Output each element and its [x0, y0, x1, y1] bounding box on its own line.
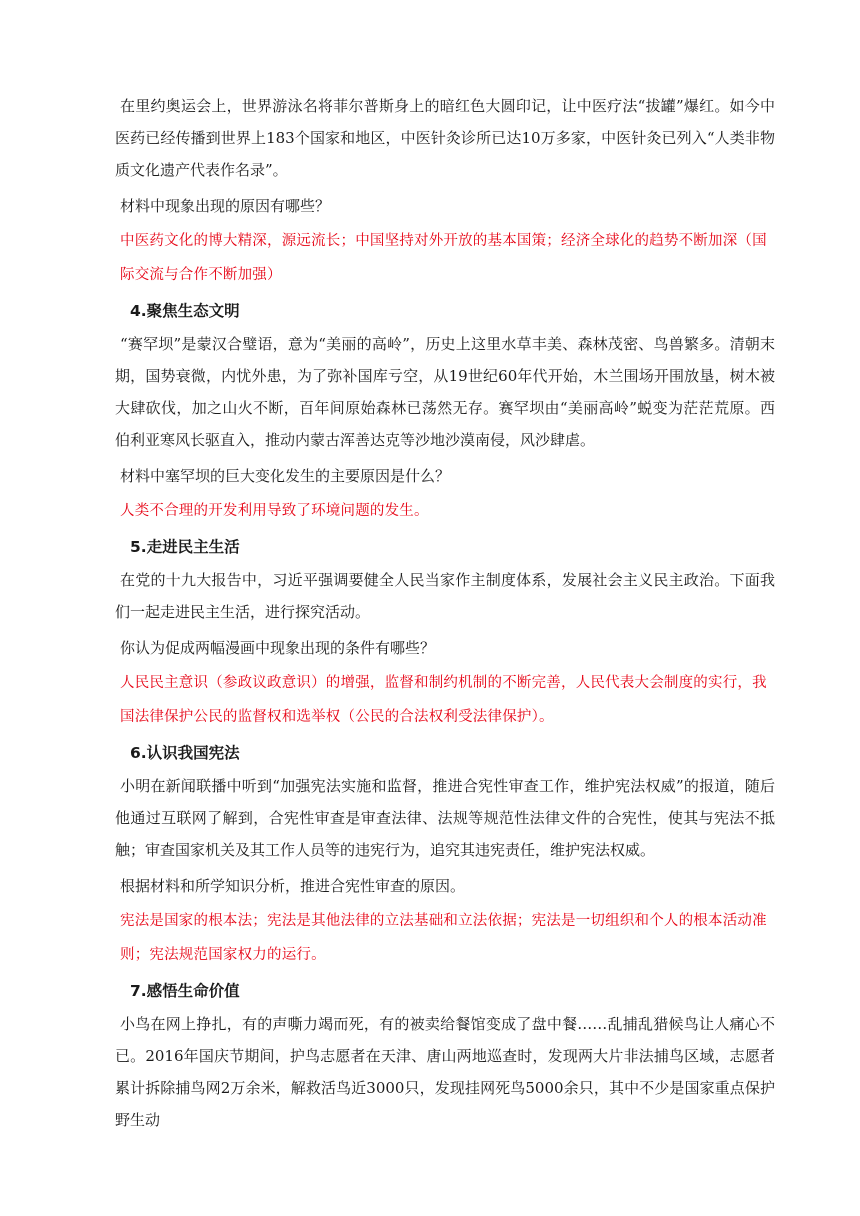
question-3: 材料中现象出现的原因有哪些？ [120, 197, 331, 215]
section-heading-7: 7.感悟生命价值 [130, 982, 240, 1000]
section-heading-5: 5.走进民主生活 [130, 538, 240, 556]
section-heading-6: 6.认识我国宪法 [130, 744, 240, 762]
material-paragraph-4: “赛罕坝”是蒙汉合璧语，意为“美丽的高岭”，历史上这里水草丰美、森林茂密、鸟兽繁多。清朝末期，国势衰微，内忧外患，为了弥补国库亏空，从19世纪60年代开始，木兰围场开围放垦，树木被大肆砍伐，加之山火不断，百年间原始森林已荡然无存。赛罕坝由“美丽高岭”蜕变为茫茫荒原。西伯利亚寒风长驱直入，推动内蒙古浑善达克等沙地沙漠南侵，风沙肆虐。 [115, 335, 775, 449]
question-5: 你认为促成两幅漫画中现象出现的条件有哪些？ [120, 639, 436, 657]
material-paragraph-3: 在里约奥运会上，世界游泳名将菲尔普斯身上的暗红色大圆印记，让中医疗法“拔罐”爆红。如今中医药已经传播到世界上183个国家和地区，中医针灸诊所已达10万多家，中医针灸已列入“人类非物质文化遗产代表作名录”。 [115, 97, 775, 179]
answer-4: 人类不合理的开发利用导致了环境问题的发生。 [120, 503, 429, 519]
section-heading-4: 4.聚焦生态文明 [130, 302, 240, 320]
material-paragraph-7: 小鸟在网上挣扎，有的声嘶力竭而死，有的被卖给餐馆变成了盘中餐……乱捕乱猎候鸟让人痛心不已。2016年国庆节期间，护鸟志愿者在天津、唐山两地巡查时，发现两大片非法捕鸟区域，志愿者累计拆除捕鸟网2万余米，解救活鸟近3000只，发现挂网死鸟5000余只，其中不少是国家重点保护野生动 [115, 1015, 775, 1129]
material-paragraph-5: 在党的十九大报告中，习近平强调要健全人民当家作主制度体系，发展社会主义民主政治。下面我们一起走进民主生活，进行探究活动。 [115, 571, 775, 621]
question-6: 根据材料和所学知识分析，推进合宪性审查的原因。 [120, 877, 466, 895]
question-4: 材料中塞罕坝的巨大变化发生的主要原因是什么？ [120, 467, 451, 485]
answer-5: 人民民主意识（参政议政意识）的增强，监督和制约机制的不断完善，人民代表大会制度的实行，我国法律保护公民的监督权和选举权（公民的合法权利受法律保护）。 [120, 675, 767, 725]
answer-6: 宪法是国家的根本法；宪法是其他法律的立法基础和立法依据；宪法是一切组织和个人的根本活动准则；宪法规范国家权力的运行。 [120, 913, 767, 963]
answer-3: 中医药文化的博大精深，源远流长；中国坚持对外开放的基本国策；经济全球化的趋势不断加深（国际交流与合作不断加强） [120, 233, 767, 283]
document-body [115, 90, 775, 1136]
material-paragraph-6: 小明在新闻联播中听到“加强宪法实施和监督，推进合宪性审查工作，维护宪法权威”的报道，随后他通过互联网了解到，合宪性审查是审查法律、法规等规范性法律文件的合宪性，使其与宪法不抵触；审查国家机关及其工作人员等的违宪行为，追究其违宪责任，维护宪法权威。 [115, 777, 775, 859]
